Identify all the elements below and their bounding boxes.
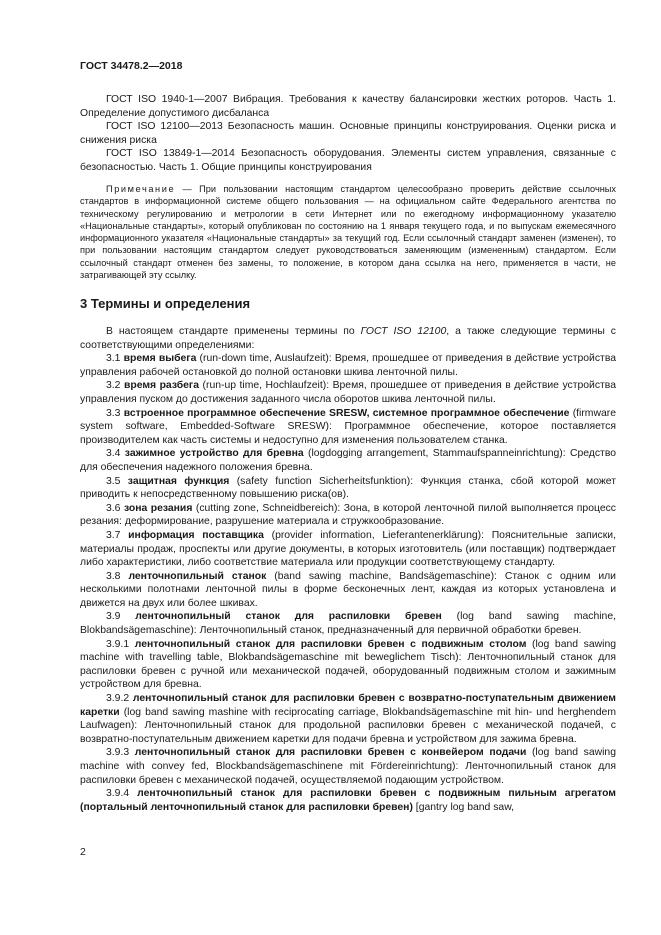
definition-item: 3.1 время выбега (run-down time, Auslaufzeit): Время, прошедшее от приведения в действие устройства управления рабочей остановкой до полной остановки шкива ленточной пилы.: [80, 353, 616, 378]
note-label: Примечание: [106, 184, 176, 194]
section-intro: В настоящем стандарте применены термины по ГОСТ ISO 12100, а также следующие термины с соответствующими определениями:: [80, 326, 616, 351]
definition-term: время выбега: [123, 353, 197, 365]
definition-term: ленточнопильный станок для распиловки бревен с возвратно-поступательным движением каретки: [80, 693, 616, 718]
intro-reference: ГОСТ ISO 12100: [360, 326, 447, 337]
definition-term: информация поставщика: [128, 529, 264, 541]
definition-item: 3.7 информация поставщика (provider information, Lieferantenerklärung): Пояснительные записки, материалы продаж, проспекты или другие документы, в которых изготовитель (или поставщик) подтверждает либо характеристики, либо соответствие материала или продукции соответствующему стандарту.: [80, 529, 616, 569]
note-text: — При пользовании настоящим стандартом целесообразно проверить действие ссылочных стандартов в информационной системе общего пользования — на официальном сайте Федерального агентства по техническому регулированию и метрологии в сети Интернет или по ежегодному информационному указателю «Национальные стандарты», который опубликован по состоянию на 1 января текущего года, и по выпускам ежемесячного информационного указателя «Национальные стандарты» за текущий год. Если ссылочный стандарт заменен (изменен), то при пользовании настоящим стандартом следует руководствоваться заменяющим (измененным) стандартом. Если ссылочный стандарт отменен без замены, то положение, в котором дана ссылка на него, применяется в части, не затрагивающей эту ссылку.: [80, 184, 616, 281]
definition-term: ленточнопильный станок: [128, 570, 267, 582]
definition-item: 3.2 время разбега (run-up time, Hochlaufzeit): Время, прошедшее от приведения в действие устройства управления пуском до достижения заданного числа оборотов шкива ленточной пилы.: [80, 380, 616, 405]
definition-term: ленточнопильный станок для распиловки бревен с подвижным столом: [134, 638, 527, 650]
definition-term: время разбега: [123, 380, 200, 392]
definition-term: ленточнопильный станок для распиловки бревен с конвейером подачи: [134, 747, 527, 759]
normative-references: [80, 93, 616, 175]
definition-item: 3.4 зажимное устройство для бревна (logdogging arrangement, Stammaufspanneinrichtung): Средство для обеспечения надежного положения бревна.: [80, 448, 616, 473]
definition-item: 3.8 ленточнопильный станок (band sawing machine, Bandsägemaschine): Станок с одним или несколькими полотнами ленточной пилы в форме бесконечных лент, каждая из которых установлена и движется на двух или более шкивах.: [80, 570, 616, 609]
reference-item: ГОСТ ISO 12100—2013 Безопасность машин. Основные принципы конструирования. Оценки риска и снижения риска: [80, 121, 616, 146]
definition-term: встроенное программное обеспечение SRESW, системное программное обеспечение: [123, 407, 570, 419]
reference-item: ГОСТ ISO 13849-1—2014 Безопасность оборудования. Элементы систем управления, связанные с безопасностью. Часть 1. Общие принципы конструирования: [80, 148, 616, 173]
definition-item: 3.3 встроенное программное обеспечение SRESW, системное программное обеспечение (firmware system software, Embedded-Software SRESW): Программное обеспечение, которое поставляется производителем как часть системы и недоступно для изменения пользователем станка.: [80, 407, 616, 446]
definition-item: 3.9.1 ленточнопильный станок для распиловки бревен с подвижным столом (log band sawing machine with travelling table, Blokbandsägemaschine mit beweglichem Tisch): Ленточнопильный станок для распиловки бревен с ручной или механической подачей, оборудованный подвижным столом и зажимным устройством для бревна.: [80, 638, 616, 691]
page-number: 2: [80, 846, 86, 858]
definition-term: зажимное устройство для бревна: [124, 448, 304, 460]
definition-item: 3.6 зона резания (cutting zone, Schneidbereich): Зона, в которой ленточной пилой выполняется процесс резания: деформирование, разрушение материала и стружкообразование.: [80, 502, 616, 528]
note-block: [80, 183, 616, 281]
section-3: [80, 296, 616, 814]
definition-item: 3.5 защитная функция (safety function Sicherheitsfunktion): Функция станка, сбой которой может приводить к непосредственному повышению риска(ов).: [80, 475, 616, 501]
section-title: 3 Термины и определения: [80, 296, 251, 311]
definition-item: 3.9.2 ленточнопильный станок для распиловки бревен с возвратно-поступательным движением каретки (log band sawing mashine with reciprocating carriage, Blokbandsägemaschine mit hin- und herghendem Laufwagen): Ленточнопильный станок для продольной распиловки бревен с механической подачей, с возвратно-поступательным движением каретки для подачи бревна и устройством для зажима бревна.: [80, 693, 616, 745]
definition-term: ленточнопильный станок для распиловки бревен: [135, 611, 442, 623]
definition-term: ленточнопильный станок для распиловки бревен с подвижным пильным агрегатом (портальный ленточнопильный станок для распиловки бревен): [80, 788, 616, 813]
note-paragraph: [80, 183, 616, 281]
document-header: ГОСТ 34478.2—2018: [80, 60, 183, 72]
definition-term: зона резания: [123, 502, 193, 514]
definition-item: 3.9 ленточнопильный станок для распиловки бревен (log band sawing machine, Blokbandsägemaschine): Ленточнопильный станок, предназначенный для первичной обработки бревен.: [80, 611, 616, 637]
reference-item: ГОСТ ISO 1940-1—2007 Вибрация. Требования к качеству балансировки жестких роторов. Часть 1. Определение допустимого дисбаланса: [80, 94, 616, 119]
definition-item: 3.9.3 ленточнопильный станок для распиловки бревен с конвейером подачи (log band sawing machine with convey fed, Blockbandsägemaschinene mit Fördereinrichtung): Ленточнопильный станок для распиловки бревен с механической подачей, осуществляемой подающим устройством.: [80, 747, 616, 786]
definition-item: 3.9.4 ленточнопильный станок для распиловки бревен с подвижным пильным агрегатом (портальный ленточнопильный станок для распиловки бревен) [gantry log band saw,: [80, 788, 616, 813]
definition-term: защитная функция: [127, 475, 230, 487]
